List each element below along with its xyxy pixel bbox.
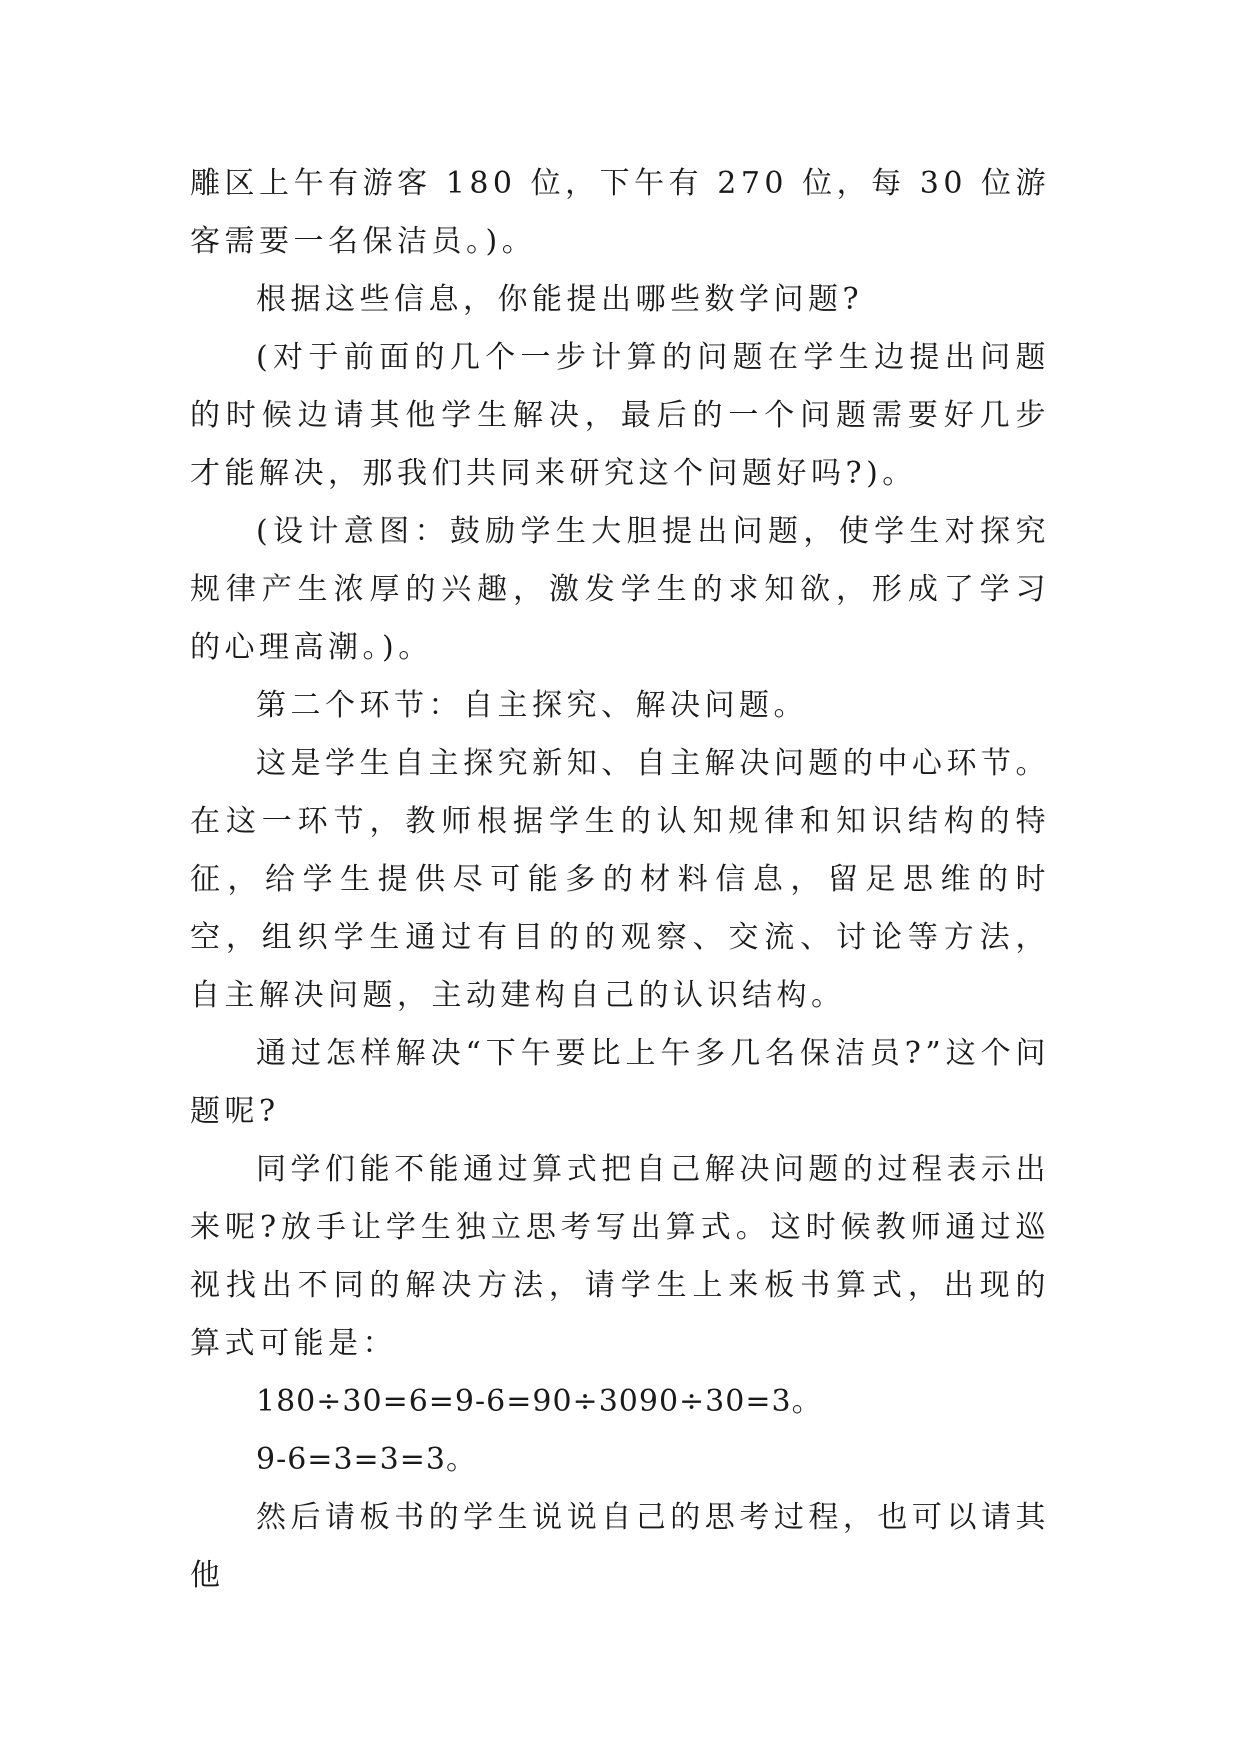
paragraph-4: (设计意图：鼓励学生大胆提出问题，使学生对探究规律产生浓厚的兴趣，激发学生的求知欲，形成了学习的心理高潮。)。	[190, 514, 1050, 665]
paragraph-2: 根据这些信息，你能提出哪些数学问题?	[256, 282, 864, 317]
calculation-line-1: 180÷30=6=9-6=90÷3090÷30=3。	[256, 1384, 823, 1419]
paragraph-1: 雕区上午有游客 180 位，下午有 270 位，每 30 位游客需要一名保洁员。)。	[190, 166, 1050, 259]
paragraph-3: (对于前面的几个一步计算的问题在学生边提出问题的时候边请其他学生解决，最后的一个问题需要好几步才能解决，那我们共同来研究这个问题好吗?)。	[190, 340, 1050, 491]
section-heading: 第二个环节：自主探究、解决问题。	[256, 688, 808, 723]
calculation-line-2: 9-6=3=3=3。	[256, 1442, 477, 1477]
paragraph-7: 通过怎样解决“下午要比上午多几名保洁员?”这个问题呢?	[190, 1036, 1050, 1129]
paragraph-6: 这是学生自主探究新知、自主解决问题的中心环节。在这一环节，教师根据学生的认知规律和知识结构的特征，给学生提供尽可能多的材料信息，留足思维的时空，组织学生通过有目的的观察、交流、讨论等方法，自主解决问题，主动建构自己的认识结构。	[190, 746, 1050, 1013]
document-page	[190, 155, 1050, 1605]
paragraph-8: 同学们能不能通过算式把自己解决问题的过程表示出来呢?放手让学生独立思考写出算式。这时候教师通过巡视找出不同的解决方法，请学生上来板书算式，出现的算式可能是：	[190, 1152, 1050, 1361]
closing-paragraph: 然后请板书的学生说说自己的思考过程，也可以请其他	[190, 1500, 1050, 1593]
